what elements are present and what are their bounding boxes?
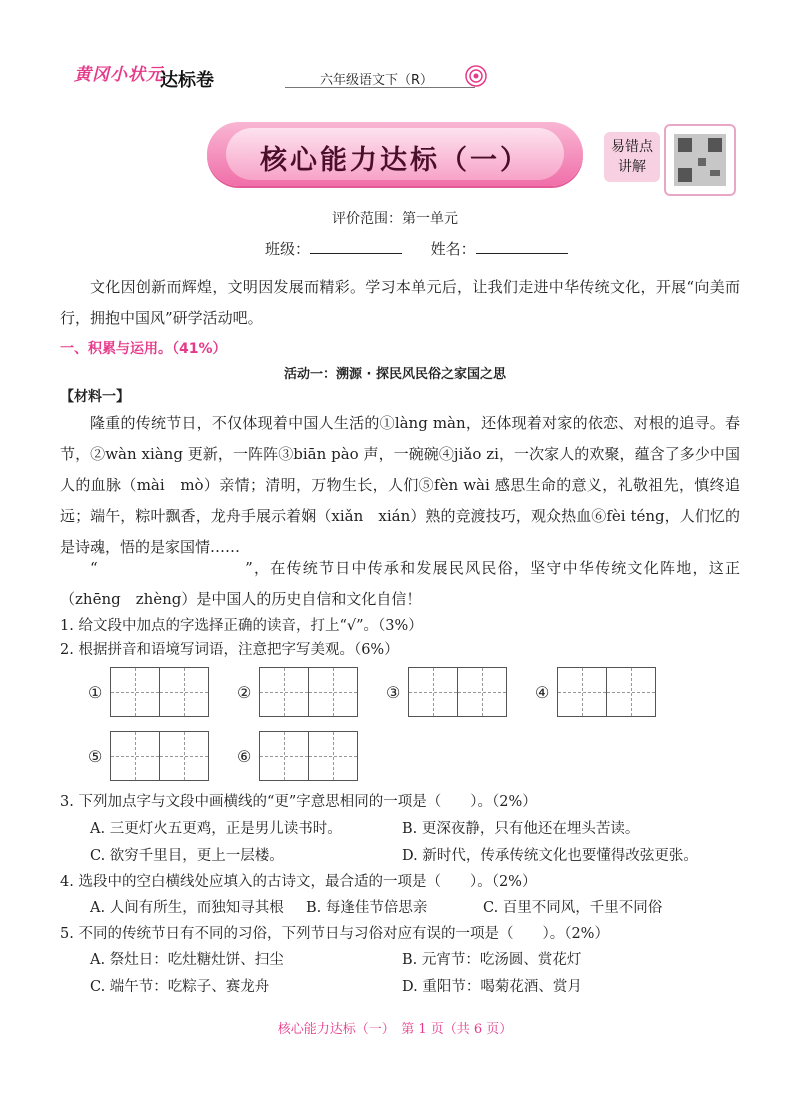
name-label: 姓名： bbox=[430, 240, 476, 258]
section-heading: 一、积累与运用。（41%） bbox=[60, 341, 227, 357]
intro-paragraph: 文化因创新而辉煌，文明因发展而精彩。学习本单元后，让我们走进中华传统文化，开展“向美而行，拥抱中国风”研学活动吧。 bbox=[60, 278, 740, 327]
q5-option-d[interactable]: D. 重阳节：喝菊花酒、赏月 bbox=[402, 979, 582, 995]
q4-option-b[interactable]: B. 每逢佳节倍思亲 bbox=[306, 900, 428, 916]
question-5: 5. 不同的传统节日有不同的习俗，下列节日与习俗对应有误的一项是（ ）。（2%） bbox=[60, 926, 609, 942]
writing-group-5 bbox=[88, 731, 209, 781]
grade-label: 六年级语文下（R） bbox=[320, 73, 434, 88]
writing-label: ③ bbox=[386, 682, 401, 702]
passage-paragraph-1: 隆重的传统节日，不仅体现着中国人生活的①làng màn，还体现着对家的依恋、对根的追寻。春节，②wàn xiàng 更新，一阵阵③biān pào 声，一碗碗④jiǎo zi，一次家人的欢聚，蕴含了多少中国人的血脉（mài mò）亲情；清明，万物生长，人们⑤fèn wài 感思生命的意义，礼敬祖先，慎终追远；端午，粽叶飘香，龙舟手展示着娴（xiǎn xián）熟的竞渡技巧，观众热血⑥fèi téng，人们忆的是诗魂，悟的是家国情…… bbox=[60, 414, 740, 556]
passage-paragraph-2: “ ”，在传统节日中传承和发展民风民俗，坚守中华传统文化阵地，这正（zhēng zhèng）是中国人的历史自信和文化自信！ bbox=[60, 559, 740, 608]
writing-box[interactable] bbox=[259, 731, 358, 781]
writing-group-1 bbox=[88, 667, 209, 717]
writing-box[interactable] bbox=[110, 667, 209, 717]
qr-label bbox=[604, 137, 660, 177]
qr-code-icon[interactable] bbox=[664, 124, 736, 196]
question-3: 3. 下列加点字与文段中画横线的“更”字意思相同的一项是（ ）。（2%） bbox=[60, 794, 537, 810]
q3-option-d[interactable]: D. 新时代，传承传统文化也要懂得改弦更张。 bbox=[402, 848, 698, 864]
question-1: 1. 给文段中加点的字选择正确的读音，打上“√”。（3%） bbox=[60, 618, 423, 634]
page-footer: 核心能力达标（一） 第 1 页（共 6 页） bbox=[277, 1022, 513, 1037]
writing-group-2 bbox=[237, 667, 358, 717]
q3-option-a[interactable]: A. 三更灯火五更鸡，正是男儿读书时。 bbox=[90, 821, 342, 837]
writing-box[interactable] bbox=[259, 667, 358, 717]
activity-heading: 活动一：溯源 · 探民风民俗之家国之思 bbox=[284, 367, 506, 382]
question-4: 4. 选段中的空白横线处应填入的古诗文，最合适的一项是（ ）。（2%） bbox=[60, 874, 537, 890]
writing-label: ④ bbox=[535, 682, 550, 702]
q5-option-b[interactable]: B. 元宵节：吃汤圆、赏花灯 bbox=[402, 952, 582, 968]
q3-option-c[interactable]: C. 欲穷千里目，更上一层楼。 bbox=[90, 848, 284, 864]
q4-option-a[interactable]: A. 人间有所生，而独知寻其根 bbox=[90, 900, 284, 916]
writing-box[interactable] bbox=[408, 667, 507, 717]
writing-label: ⑥ bbox=[237, 746, 252, 766]
q5-option-c[interactable]: C. 端午节：吃粽子、赛龙舟 bbox=[90, 979, 270, 995]
writing-group-6 bbox=[237, 731, 358, 781]
writing-box[interactable] bbox=[557, 667, 656, 717]
brand-logo: 黄冈小状元 bbox=[74, 65, 164, 85]
brand-name: 达标卷 bbox=[160, 70, 214, 91]
student-info-row bbox=[265, 238, 568, 259]
qr-label-line-2: 讲解 bbox=[618, 159, 646, 175]
class-field[interactable] bbox=[310, 239, 402, 254]
header-divider bbox=[285, 87, 475, 88]
material-heading: 【材料一】 bbox=[60, 389, 130, 405]
writing-group-4 bbox=[535, 667, 656, 717]
writing-label: ① bbox=[88, 682, 103, 702]
class-label: 班级： bbox=[265, 240, 311, 258]
writing-label: ⑤ bbox=[88, 746, 103, 766]
swirl-icon bbox=[464, 64, 488, 88]
writing-label: ② bbox=[237, 682, 252, 702]
writing-group-3 bbox=[386, 667, 507, 717]
q3-option-b[interactable]: B. 更深夜静，只有他还在埋头苦读。 bbox=[402, 821, 640, 837]
page-title: 核心能力达标（一） bbox=[260, 145, 530, 176]
qr-label-line-1: 易错点 bbox=[611, 139, 653, 155]
q4-option-c[interactable]: C. 百里不同风，千里不同俗 bbox=[483, 900, 663, 916]
writing-box[interactable] bbox=[110, 731, 209, 781]
name-field[interactable] bbox=[476, 239, 568, 254]
q5-option-a[interactable]: A. 祭灶日：吃灶糖灶饼、扫尘 bbox=[90, 952, 284, 968]
evaluation-range: 评价范围：第一单元 bbox=[332, 211, 458, 227]
question-2: 2. 根据拼音和语境写词语，注意把字写美观。（6%） bbox=[60, 642, 399, 658]
